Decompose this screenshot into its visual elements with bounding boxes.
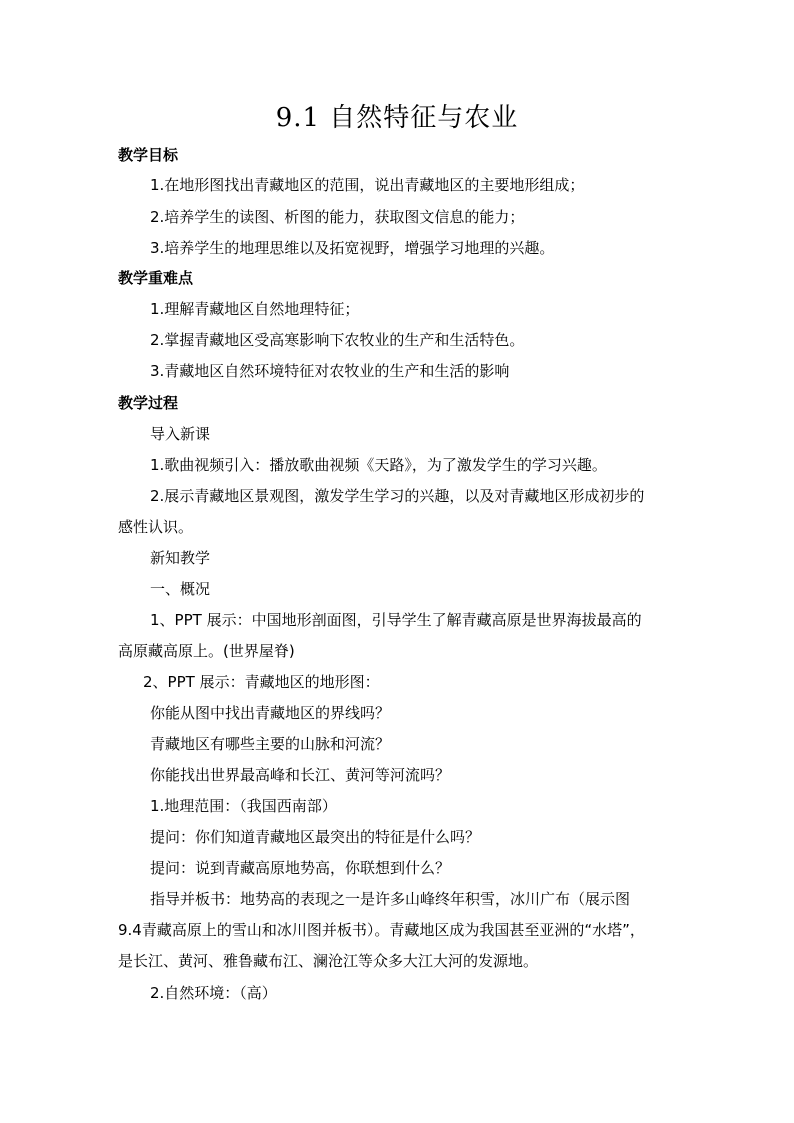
process-line: 青藏地区有哪些主要的山脉和河流？ [150,735,391,753]
process-line: 2、PPT 展示：青藏地区的地形图： [143,673,380,691]
process-line: 你能找出世界最高峰和长江、黄河等河流吗？ [150,766,451,784]
section-heading-key-points: 教学重难点 [118,269,194,287]
objective-item: 3.培养学生的地理思维以及拓宽视野，增强学习地理的兴趣。 [150,239,555,257]
process-line: 9.4青藏高原上的雪山和冰川图并板书）。青藏地区成为我国甚至亚洲的“水塔”， [118,921,645,939]
process-line: 感性认识。 [118,518,194,536]
process-line: 是长江、黄河、雅鲁藏布江、澜沧江等众多大江大河的发源地。 [118,952,539,970]
process-line: 提问：你们知道青藏地区最突出的特征是什么吗？ [150,828,481,846]
process-line: 1、PPT 展示：中国地形剖面图，引导学生了解青藏高原是世界海拔最高的 [150,611,642,629]
process-line: 2.展示青藏地区景观图，激发学生学习的兴趣，以及对青藏地区形成初步的 [150,487,645,505]
process-line: 2.自然环境：（高） [150,984,277,1002]
key-point-item: 3.青藏地区自然环境特征对农牧业的生产和生活的影响 [150,362,510,380]
process-line: 提问：说到青藏高原地势高，你联想到什么？ [150,859,451,877]
process-line: 指导并板书：地势高的表现之一是许多山峰终年积雪，冰川广布（展示图 [150,890,631,908]
section-heading-objectives: 教学目标 [118,146,179,164]
section-heading-process: 教学过程 [118,394,179,412]
process-line: 你能从图中找出青藏地区的界线吗？ [150,704,391,722]
objective-item: 1.在地形图找出青藏地区的范围，说出青藏地区的主要地形组成； [150,176,585,194]
key-point-item: 2.掌握青藏地区受高寒影响下农牧业的生产和生活特色。 [150,331,525,349]
process-line: 1.歌曲视频引入：播放歌曲视频《天路》，为了激发学生的学习兴趣。 [150,456,607,474]
page-title: 9.1 自然特征与农业 [275,103,519,133]
key-point-item: 1.理解青藏地区自然地理特征； [150,300,360,318]
process-line: 高原藏高原上。(世界屋脊) [118,642,295,660]
process-line: 导入新课 [150,425,211,443]
objective-item: 2.培养学生的读图、析图的能力，获取图文信息的能力； [150,208,525,226]
process-line: 1.地理范围：（我国西南部） [150,797,337,815]
process-line: 一、概况 [150,580,211,598]
process-line: 新知教学 [150,549,211,567]
